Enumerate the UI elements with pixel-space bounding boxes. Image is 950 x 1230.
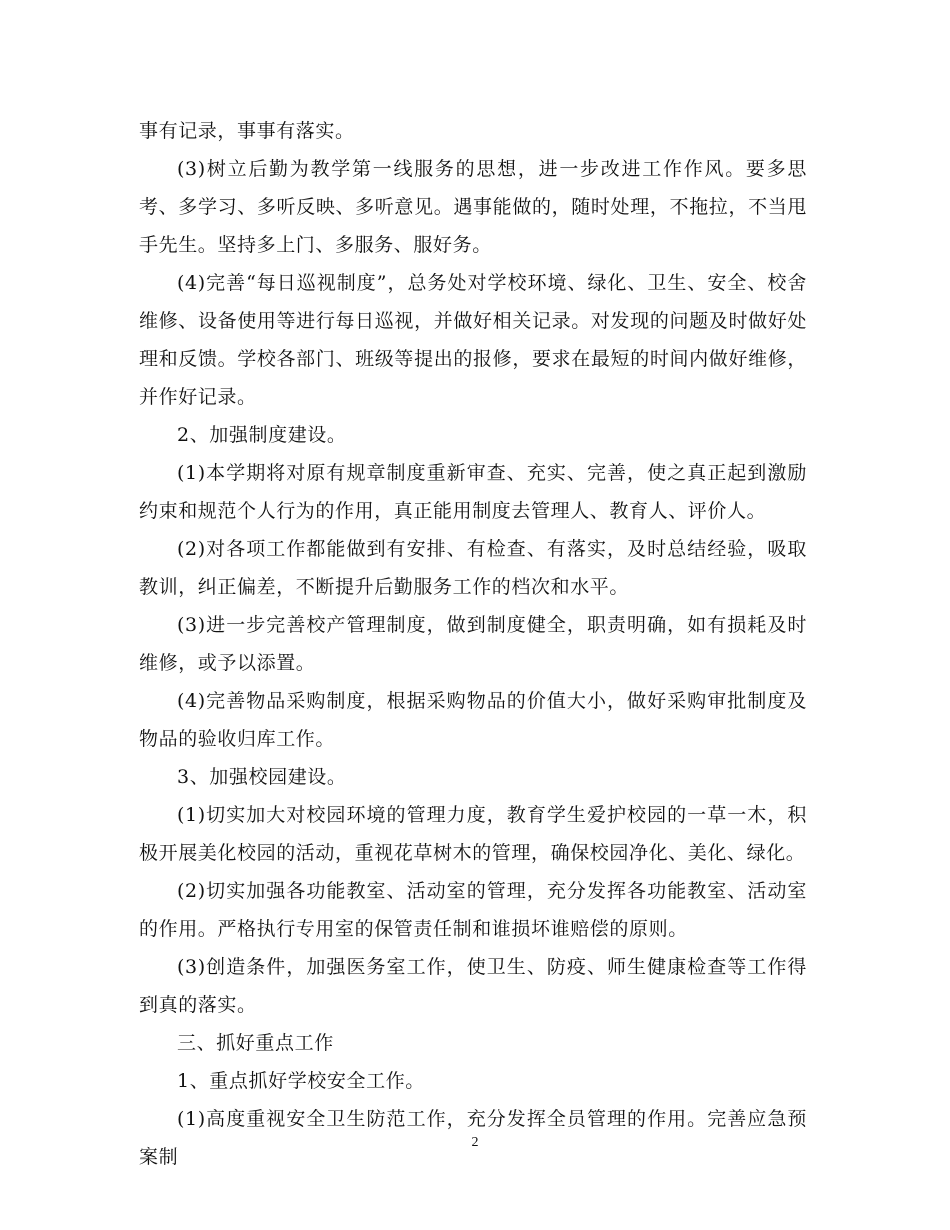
paragraph-item-2-work-arrangement: (2)对各项工作都能做到有安排、有检查、有落实，及时总结经验，吸取教训，纠正偏差，不断提升后勤服务工作的档次和水平。	[139, 538, 807, 598]
section-heading-1-safety-work: 1、重点抓好学校安全工作。	[177, 1070, 425, 1092]
paragraph-item-1-safety-prevention: (1)高度重视安全卫生防范工作，充分发挥全员管理的作用。完善应急预案制	[139, 1108, 807, 1168]
page-number: 2	[471, 1135, 479, 1150]
section-heading-three-key-work: 三、抓好重点工作	[177, 1032, 334, 1054]
paragraph-item-3-property-management: (3)进一步完善校产管理制度，做到制度健全，职责明确，如有损耗及时维修，或予以添置。	[139, 614, 807, 674]
paragraph-item-3-clinic: (3)创造条件，加强医务室工作，使卫生、防疫、师生健康检查等工作得到真的落实。	[139, 956, 807, 1016]
paragraph-item-1-rules-review: (1)本学期将对原有规章制度重新审查、充实、完善，使之真正起到激励约束和规范个人行为的作用，真正能用制度去管理人、教育人、评价人。	[139, 462, 807, 522]
paragraph-continuation: 事有记录，事事有落实。	[139, 120, 355, 142]
paragraph-item-3-logistics-service: (3)树立后勤为教学第一线服务的思想，进一步改进工作作风。要多思考、多学习、多听反映、多听意见。遇事能做的，随时处理，不拖拉，不当甩手先生。坚持多上门、多服务、服好务。	[139, 158, 807, 256]
paragraph-item-4-daily-inspection: (4)完善“每日巡视制度”，总务处对学校环境、绿化、卫生、安全、校舍维修、设备使用等进行每日巡视，并做好相关记录。对发现的问题及时做好处理和反馈。学校各部门、班级等提出的报修，要求在最短的时间内做好维修，并作好记录。	[139, 272, 807, 408]
paragraph-item-1-campus-environment: (1)切实加大对校园环境的管理力度，教育学生爱护校园的一草一木，积极开展美化校园的活动，重视花草树木的管理，确保校园净化、美化、绿化。	[139, 804, 807, 864]
paragraph-item-2-function-rooms: (2)切实加强各功能教室、活动室的管理，充分发挥各功能教室、活动室的作用。严格执行专用室的保管责任制和谁损坏谁赔偿的原则。	[139, 880, 807, 940]
paragraph-item-4-procurement: (4)完善物品采购制度，根据采购物品的价值大小，做好采购审批制度及物品的验收归库工作。	[139, 690, 807, 750]
section-heading-2-system-building: 2、加强制度建设。	[177, 424, 347, 446]
section-heading-3-campus-building: 3、加强校园建设。	[177, 766, 347, 788]
document-body	[139, 112, 807, 1176]
